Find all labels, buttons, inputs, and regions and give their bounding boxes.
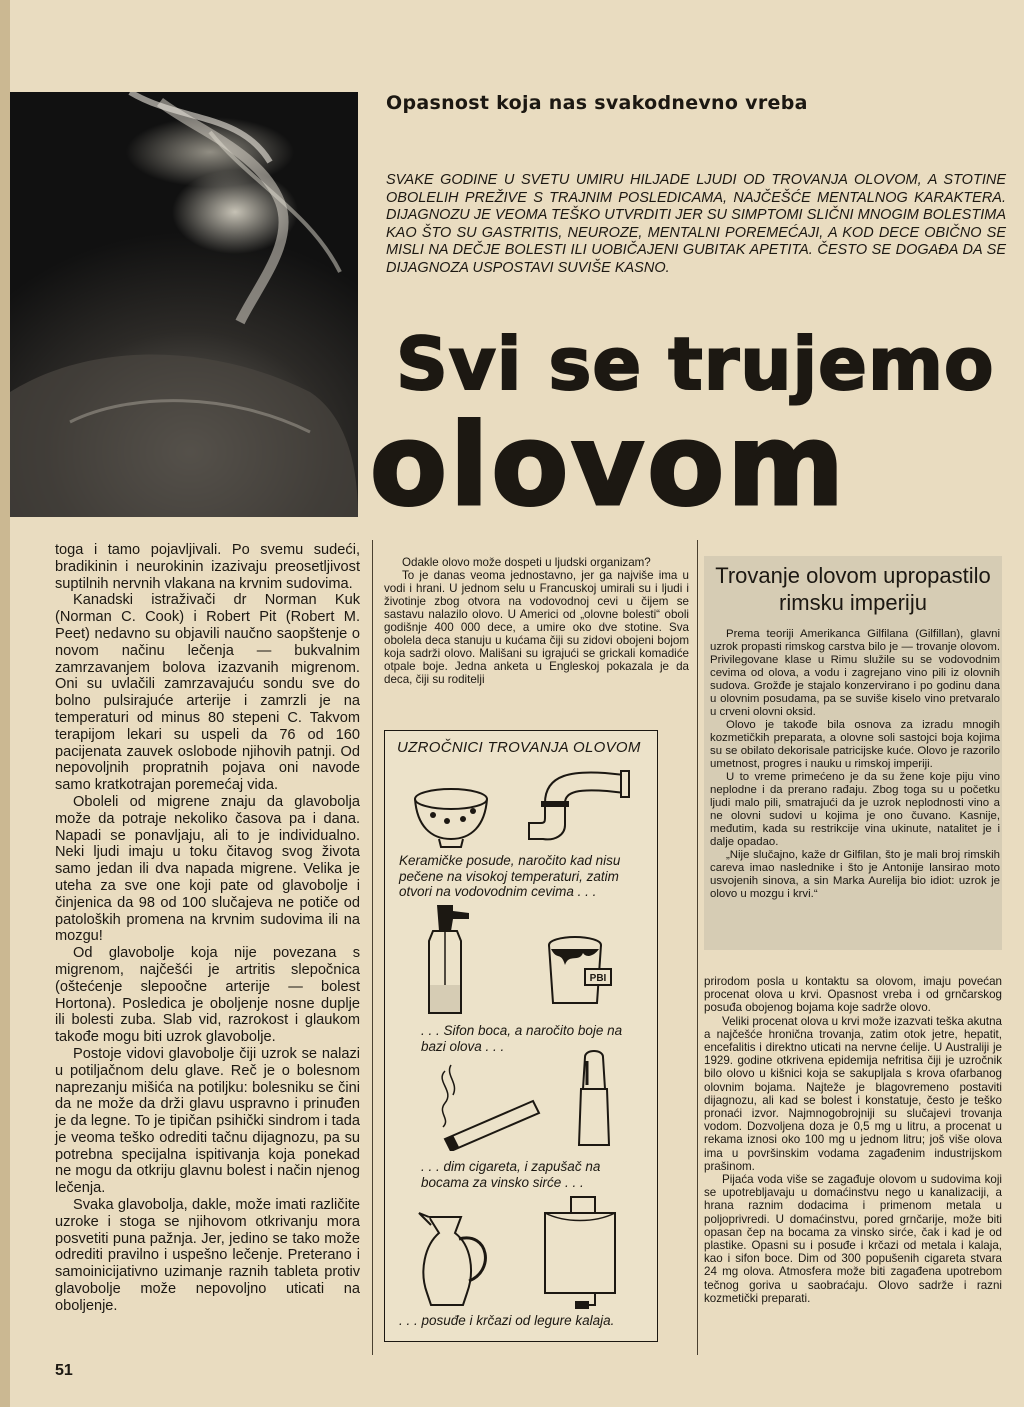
- jug-icon: [415, 1211, 505, 1311]
- headline-line-2: olovom: [370, 401, 847, 531]
- paint-label: PBI: [589, 973, 607, 984]
- paragraph: Od glavobolje koja nije povezana s migrenom, najčešći je artritis slepočnica (oštećenje slepoočne arterije — bolest Hortona). Posledica je oboljenje nosne duplje ili bolesti zuba. Slab vid, razrokost i glaukom takođe mogu biti uzrok glavobolje.: [55, 945, 360, 1046]
- page-number: 51: [55, 1362, 73, 1379]
- column-1: [55, 542, 360, 1315]
- paragraph: „Nije slučajno, kaže dr Gilfilan, što je mali broj rimskih careva imao naslednike i što je Antonije lansirao moto usvojenih sinova, a sin Marka Aurelija bio idiot: uzrok je olovo u mozgu i krvi.“: [710, 849, 1000, 900]
- paragraph: To je danas veoma jednostavno, jer ga najviše ima u vodi i hrani. U jednom selu u Francuskoj umirali su i ljudi i životinje zbog otvora na vodovodnoj cevi u čijem se sastavu nalazilo olovo. U Americi od „olovne bolesti“ oboli godišnje 400 000 dece, a umire oko dve stotine. Sva obolela deca stanuju u kućama čiji su zidovi obojeni bojom koja sadrži olovo. Mališani su igrajući se grickali komadiće otpale boje. Jedna anketa u Engleskoj pokazala je da deca, čiji su roditelji: [384, 569, 689, 686]
- paragraph: Prema teoriji Amerikanca Gilfilana (Gilfillan), glavni uzrok propasti rimskog carstva bilo je — trovanje olovom. Privilegovane klase u Rimu služile su se vodovodnim cevima od olova, a vodu i zagrejano vino pili iz olovnih sudova. Grožđe je stajalo konzervirano i po godinu dana u olovnim posudama, pa se suviše kiselo vino pretvaralo u crveni olovni oksid.: [710, 628, 1000, 718]
- paragraph: Kanadski istraživači dr Norman Kuk (Norman C. Cook) i Robert Pit (Robert M. Peet) nedavno su objavili naučno saopštenje o novom načinu lečenja — bukvalnim zamrzavanjem bolova izazvanih migrenom. Oni su uvlačili zamrzavajuću sondu sve do bolno pulsirajuće arterije i zamrzli je na temperaturi od minus 80 stepeni C. Takvom terapijom lekari su uspeli da 76 od 160 pacijenata zauvek oslobode njihovih patnji. Od nepovoljnih propratnih pojava oni navode samo kratkotrajan poremećaj vida.: [55, 592, 360, 794]
- illustration-title: UZROČNICI TROVANJA OLOVOM: [397, 739, 641, 756]
- paragraph: Odakle olovo može dospeti u ljudski organizam?: [402, 556, 651, 569]
- lead-paragraph: SVAKE GODINE U SVETU UMIRU HILJADE LJUDI OD TROVANJA OLOVOM, A STOTINE OBOLELIH PREŽIVE S TRAJNIM POSLEDICAMA, NAJČEŠĆE MENTALNOG KARAKTERA. DIJAGNOZU JE VEOMA TEŠKO UTVRDITI JER SU SIMPTOMI SLIČNI MNOGIM BOLESTIMA KAO ŠTO SU GASTRITIS, NEUROZE, MENTALNI POREMEĆAJI, A KOD DECE OBIČNO SE MISLI NA DEČJE BOLESTI ILI UOBIČAJENI GUBITAK APETITA. ČESTO SE DOGAĐA DA SE DIJAGNOZA USPOSTAVI SUVIŠE KASNO.: [386, 172, 1006, 276]
- page-edge: [0, 0, 10, 1407]
- cigarette-icon: [425, 1061, 545, 1151]
- caption-jug: . . . posuđe i krčazi od legure kalaja.: [399, 1313, 615, 1328]
- caption-cigarette: . . . dim cigareta, i zapušač na bocama za vinsko sirće . . .: [421, 1159, 601, 1190]
- column-3: [704, 975, 1002, 1305]
- sidebar-box: [704, 556, 1002, 950]
- column-divider: [697, 540, 698, 1355]
- smoking-photo: [10, 92, 358, 517]
- sidebar-title: Trovanje olovom upropastilo rimsku imperiju: [715, 563, 991, 615]
- bottle-cork-icon: [569, 1049, 619, 1149]
- paragraph: toga i tamo pojavljivali. Po svemu sudeći, bradikinin i neurokinin izazivaju preosetljivost suptilnih nervnih vlakana na krvnim sudovima.: [55, 542, 360, 592]
- siphon-bottle-icon: [415, 901, 475, 1021]
- caption-siphon: . . . Sifon boca, a naročito boje na bazi olova . . .: [421, 1023, 623, 1054]
- paragraph: Postoje vidovi glavobolje čiji uzrok se nalazi u potiljačnom delu glave. Reč je o bolesnom naprezanju mišića na potiljku: bolesniku se čini da ne može da drži glavu uspravno i prinuđen je da legne. To je tipičan psihički sindrom i tada je veoma teško odrediti tačnu dijagnozu, pa su potrebna specijalna ispitivanja koja ponekad ne mogu da otkriju glavnu bolest i način njenog lečenja.: [55, 1045, 360, 1197]
- paragraph: prirodom posla u kontaktu sa olovom, imaju povećan procenat olova u krvi. Opasnost vreba i od grnčarskog posuđa obojenog bojama koje sadrže olovo.: [704, 975, 1002, 1015]
- paragraph: U to vreme primećeno je da su žene koje piju vino neplodne i da prerano rađaju. Zbog toga su u početku ljudi malo pili, smatrajući da je uzrok neplodnosti vino a ne olovni sudovi u kojima je ono čuvano. Kasnije, međutim, kada su restrikcije vina ukinute, natalitet je i dalje opadao.: [710, 771, 1000, 848]
- paragraph: Svaka glavobolja, dakle, može imati različite uzroke i stoga se njihovom otkrivanju mora posvetiti puna pažnja. Jer, jedino se tako može odrediti pravilno i uspešno lečenje. Preterano i samoinicijativno uzimanje raznih tableta protiv glavobolje može nepovoljno uticati na oboljenje.: [55, 1197, 360, 1314]
- caption-ceramics: Keramičke posude, naročito kad nisu pečene na visokoj temperaturi, zatim otvori na vodovodnim cevima . . .: [399, 853, 621, 899]
- kicker: Opasnost koja nas svakodnevno vreba: [386, 92, 808, 114]
- sidebar-text: [710, 628, 1000, 901]
- paragraph: Olovo je takođe bila osnova za izradu mnogih kozmetičkih preparata, a olovne soli sastojci boja kojima su se obilato dekorisale patricijske kuće. Olovo je razorilo umetnost, progres i nauku u rimskoj imperiji.: [710, 719, 1000, 770]
- bowl-icon: [411, 781, 491, 851]
- illustration-box: [384, 730, 658, 1342]
- paragraph: Pijaća voda više se zagađuje olovom u sudovima koji se upotrebljavaju u domaćinstvu nego u kanalizaciji, a hrana raznim dodacima i primenom metala u poljoprivredi. U domaćinstvu, pored grnčarije, može biti opasan čep na bocama za vinsko sirće, čak i kad je od plastike. Opasni su i posuđe i krčazi od metala i kalaja, kao i sifon boce. Dim od 300 popušenih cigareta stvara 24 mg olova. Atmosfera može biti zagađena upotrebom tečnog goriva u saobraćaju. Olovo sadrže i razni kozmetički preparati.: [704, 1173, 1002, 1305]
- paragraph: Veliki procenat olova u krvi može izazvati teška akutna a najčešće hronična trovanja, zatim otok jetre, hepatit, encefalitis i direktno uticati na nervne ćelije. U Australiji je 1929. godine otkrivena epidemija nefritisa čiji je uzročnik bilo olovo u kišnici koja se sakupljala s krova ofarbanog olovnim bojama. Najteže je blagovremeno postaviti dijagnozu, ali kad se bolest i konstatuje, često je teško pronaći izvor. Najmnogobrojniji su slučajevi trovanja vodom. Dozvoljena doza je 0,5 mg u litru, a procenat u rekama iznosi oko 100 mg u jednom litru; još više olova ima u površinskim vodama zagađenim industrijskom prašinom.: [704, 1014, 1002, 1173]
- column-divider: [372, 540, 373, 1355]
- paragraph: Oboleli od migrene znaju da glavobolja može da potraje nekoliko časova pa i dana. Napadi se ponavljaju, ali to je individualno. Neki ljudi imaju u toku čitavog svog života samo jedan ili dva napada migrene. Velika je uteha za sve one koji pate od glavobolje i činjenica da 98 od 100 slučajeva ne potiče od patoloških promena na krvnim sudovima ili na mozgu!: [55, 793, 360, 945]
- paint-bucket-icon: [539, 931, 619, 1011]
- water-pipe-icon: [525, 763, 635, 853]
- metal-canister-icon: [535, 1193, 625, 1313]
- headline-line-1: Svi se trujemo: [396, 322, 995, 406]
- column-2: [384, 556, 689, 686]
